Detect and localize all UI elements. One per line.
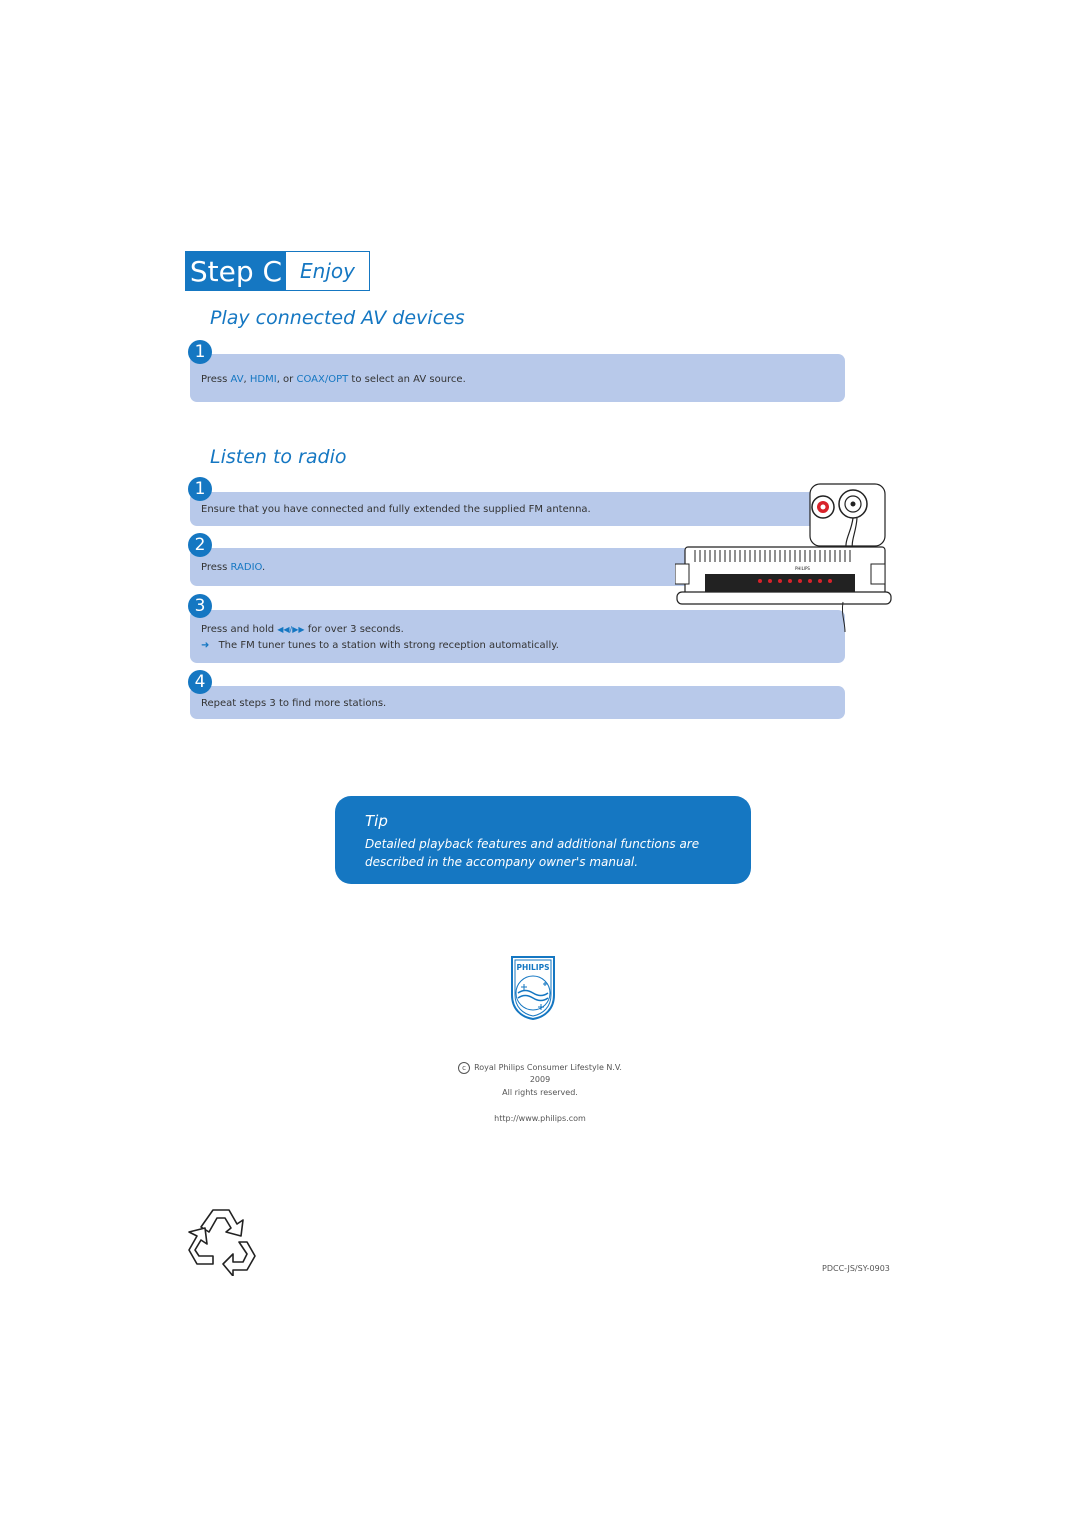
footer-company	[0, 1062, 1080, 1074]
footer-year: 2009	[529, 1075, 551, 1084]
skip-symbol: ◀◀/▶▶	[277, 625, 305, 634]
result-text: The FM tuner tunes to a station with strong reception automatically.	[218, 640, 559, 651]
text-part: to select an AV source.	[348, 374, 466, 385]
key-av: AV	[230, 374, 244, 385]
step-number-badge: 3	[188, 594, 212, 618]
step-number-badge: 4	[188, 670, 212, 694]
device-rear-panel-illustration	[675, 482, 900, 634]
section-title-radio: Listen to radio	[210, 446, 347, 468]
radio-step-3-result	[201, 640, 559, 651]
tip-text: Detailed playback features and additional functions are described in the accompany owner's manual.	[365, 837, 700, 869]
step-number-badge: 1	[188, 477, 212, 501]
logo-text: PHILIPS	[516, 963, 550, 972]
copyright-icon: c	[458, 1062, 470, 1074]
text-part: ,	[243, 374, 250, 385]
key-radio: RADIO	[230, 562, 262, 573]
text-part: .	[262, 562, 266, 573]
text-part: , or	[276, 374, 297, 385]
step-number-badge: 2	[188, 533, 212, 557]
arrow-icon: ➜	[201, 640, 210, 651]
radio-step-3-text	[201, 624, 404, 635]
text-part: Press and hold	[201, 624, 278, 635]
radio-step-4-panel	[190, 686, 845, 719]
section-title-play: Play connected AV devices	[210, 307, 465, 329]
tip-title: Tip	[365, 812, 388, 830]
radio-step-1-text: Ensure that you have connected and fully extended the supplied FM antenna.	[201, 504, 591, 515]
step-label: Step C	[186, 252, 286, 290]
tip-box	[335, 796, 751, 884]
step-number-badge: 1	[188, 340, 212, 364]
play-step-1-panel	[190, 354, 845, 402]
play-step-1-text	[201, 374, 466, 385]
radio-step-2-text	[201, 562, 265, 573]
step-title: Enjoy	[300, 259, 355, 283]
text-part: Press	[201, 374, 231, 385]
company-name: Royal Philips Consumer Lifestyle N.V.	[474, 1063, 622, 1072]
text-part: Press	[201, 562, 231, 573]
key-hdmi: HDMI	[249, 374, 277, 385]
footer-rights: All rights reserved.	[502, 1088, 578, 1097]
philips-logo	[509, 955, 557, 1021]
key-coax-opt: COAX/OPT	[296, 374, 349, 385]
device-brand-label: PHILIPS	[795, 566, 810, 571]
step-header	[185, 251, 370, 291]
text-part: for over 3 seconds.	[304, 624, 404, 635]
document-code: PDCC-JS/SY-0903	[822, 1264, 890, 1273]
radio-step-4-text: Repeat steps 3 to find more stations.	[201, 698, 387, 709]
footer-url[interactable]: http://www.philips.com	[494, 1114, 586, 1123]
recycle-icon	[185, 1206, 257, 1276]
